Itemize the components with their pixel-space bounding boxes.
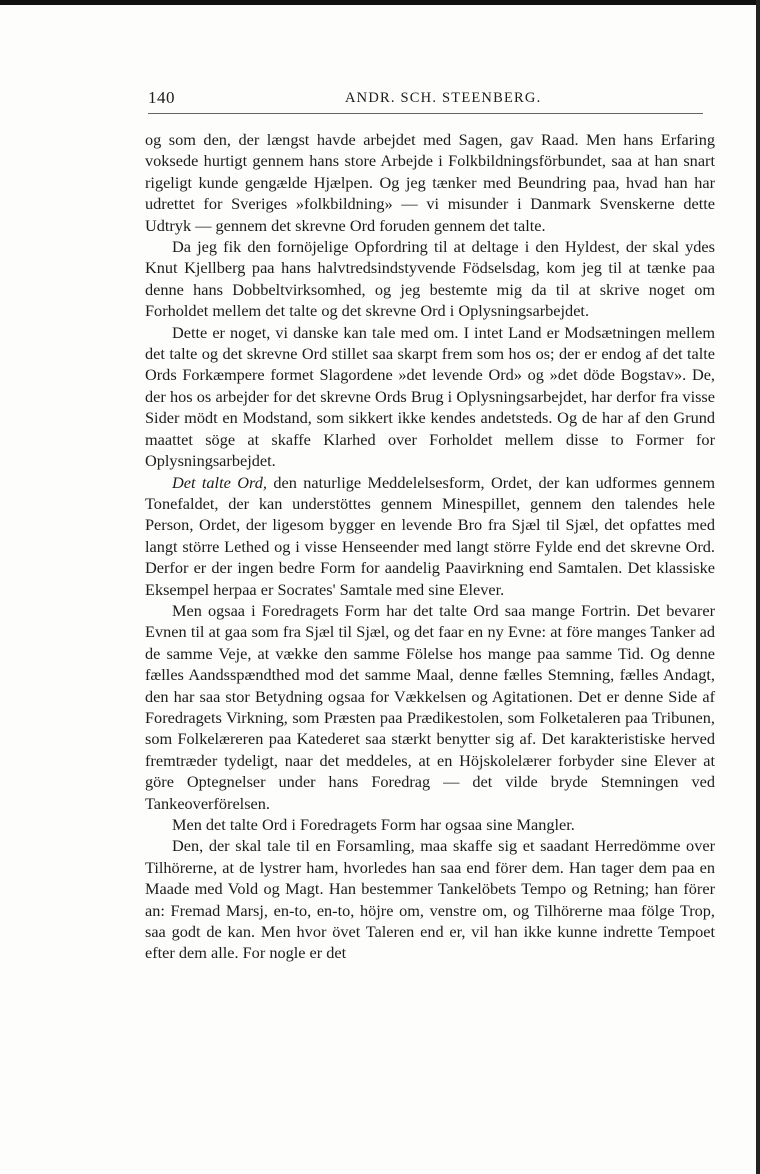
paragraph-7: Den, der skal tale til en Forsamling, maa skaffe sig et saadant Herredömme over Tilhörerne, at de lystrer ham, hvorledes han saa end förer dem. Han tager dem paa en Maade med Vold og Magt. Han bestemmer Tankelöbets Tempo og Retning; han förer an: Fremad Marsj, en-to, en-to, höjre om, venstre om, og Tilhörerne maa fölge Trop, saa godt de kan. Men hvor övet Taleren end er, vil han ikke kunne indrette Tempoet efter dem alle. For nogle er det	[145, 836, 715, 963]
running-head: ANDR. SCH. STEENBERG.	[345, 90, 542, 106]
header-rule	[148, 113, 703, 114]
paragraph-3: Dette er noget, vi danske kan tale med om. I intet Land er Modsætningen mellem det talte og det skrevne Ord stillet saa skarpt frem som hos os; der er endog af det talte Ords Forkæmpere formet Slagordene »det levende Ord» og »det döde Bogstav». De, der hos os arbejder for det skrevne Ords Brug i Oplysningsarbejdet, har derfor fra visse Sider mödt en Modstand, som sikkert ikke kendes andetsteds. Og de har af den Grund maattet söge at skaffe Klarhed over Forholdet mellem disse to Former for Oplysningsarbejdet.	[145, 322, 715, 471]
paragraph-4-italic-lead: Det talte Ord,	[172, 472, 267, 492]
paragraph-5: Men ogsaa i Foredragets Form har det talte Ord saa mange Fortrin. Det bevarer Evnen til at gaa som fra Sjæl til Sjæl, og det faar en ny Evne: at före manges Tanker ad de samme Veje, at vække den samme Fölelse hos mange paa samme Tid. Og denne fælles Aandsspændthed mod det samme Maal, denne fælles Stemning, fælles Andagt, den har saa stor Betydning ogsaa for Vækkelsen og Agitationen. Det er denne Side af Foredragets Virkning, som Præsten paa Prædikestolen, som Folketaleren paa Tribunen, som Folkelæreren paa Katederet saa stærkt benytter sig af. Det karakteristiske herved fremtræder tydeligt, naar det meddeles, at en Höjskolelærer forbyder sine Elever at göre Optegnelser under hans Foredrag — det vilde bryde Stemningen ved Tankeoverförelsen.	[145, 600, 715, 813]
scan-edge-top	[0, 0, 760, 5]
paragraph-6: Men det talte Ord i Foredragets Form har ogsaa sine Mangler.	[172, 815, 575, 834]
page-number: 140	[148, 88, 175, 107]
paragraph-4-text: den naturlige Meddelelsesform, Ordet, der kan udformes gennem Tonefaldet, der kan understöttes gennem Minespillet, gennem den talendes hele Person, Ordet, der ligesom bygger en levende Bro fra Sjæl til Sjæl, det opfattes med langt större Lethed og i visse Henseender med langt större Fylde end det skrevne Ord. Derfor er der ingen bedre Form for aandelig Paavirkning end Samtalen. Det klassiske Eksempel herpaa er Socrates' Samtale med sine Elever.	[145, 472, 715, 599]
paragraph-1: og som den, der længst havde arbejdet med Sagen, gav Raad. Men hans Erfaring voksede hurtigt gennem hans store Arbejde i Folkbildningsförbundet, saa at han snart rigeligt kunde gengælde Hjælpen. Og jeg tænker med Beundring paa, hvad han har udrettet for Sveriges »folkbildning» — vi misunder i Danmark Svenskerne dette Udtryk — gennem det skrevne Ord foruden gennem det talte.	[145, 130, 715, 235]
paragraph-2: Da jeg fik den fornöjelige Opfordring til at deltage i den Hyldest, der skal ydes Knut Kjellberg paa hans halvtredsindstyvende Födselsdag, kom jeg til at tænke paa denne hans Dobbeltvirksomhed, og jeg bestemte mig da til at skrive noget om Forholdet mellem det talte og det skrevne Ord i Oplysningsarbejdet.	[145, 237, 715, 321]
body-text	[145, 129, 715, 964]
scan-edge-right	[756, 0, 760, 1174]
paragraph-4	[145, 472, 715, 600]
page-header	[148, 88, 714, 114]
